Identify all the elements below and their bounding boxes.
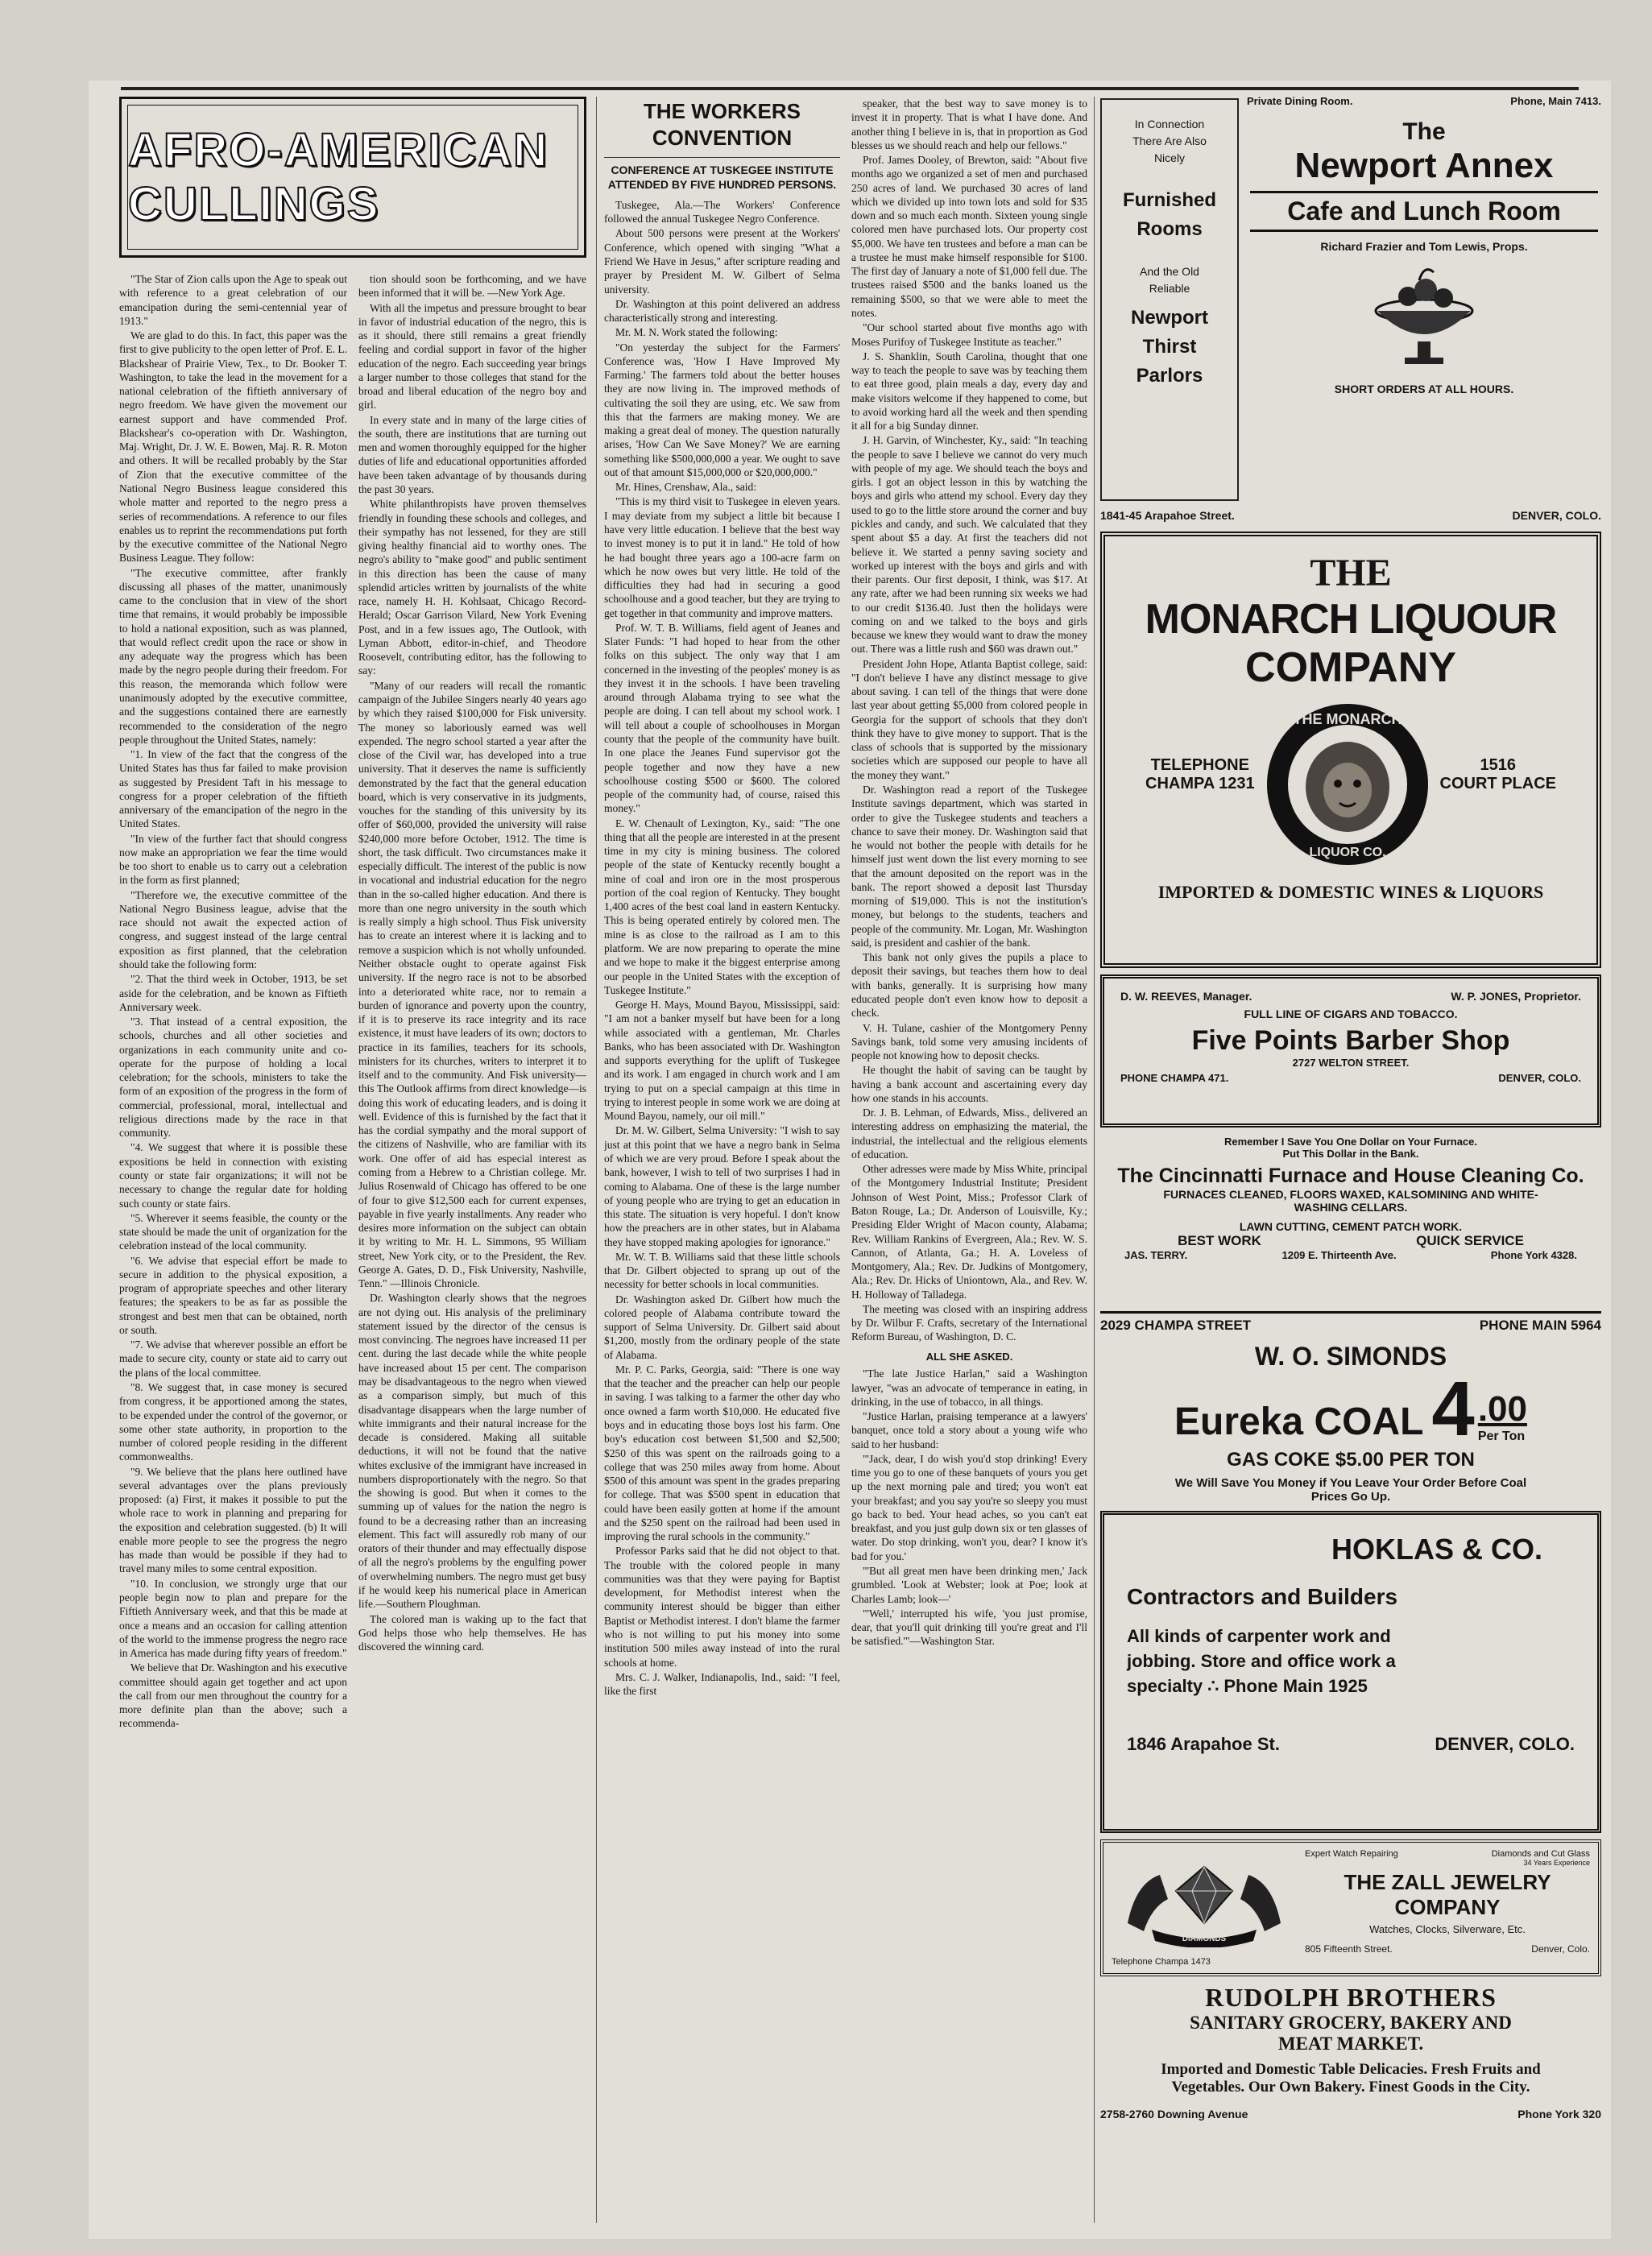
paragraph: The colored man is waking up to the fact that God helps those who help themselves. He has discovered the winning card. <box>358 1612 586 1653</box>
furnished-rooms-ad: In Connection There Are Also Nicely Furnished Rooms And the Old Reliable Newport Thirst Parlors <box>1100 98 1239 501</box>
convention-col-right <box>851 97 1087 1698</box>
paragraph: President John Hope, Atlanta Baptist college, said: "I don't believe I have any distinct message to give about saving. I can tell of the things that were done last year about getting $5,000 from colored people in Georgia for the support of schools that they don't think they have to give money to support. That is the class of schools that is supported by the missionary societies which are supposed our people to have all the money they want." <box>851 657 1087 781</box>
paragraph: Dr. Washington at this point delivered an address characteristically strong and interesting. <box>604 297 840 325</box>
paragraph: "Therefore we, the executive committee of the National Negro Business league, advise that the race should not await the expected action of congress, and suggest instead of the large central exposition as first planned, that the celebration should take the following form: <box>119 888 347 971</box>
paragraph: tion should soon be forthcoming, and we have been informed that it will be. —New York Age. <box>358 273 586 300</box>
paragraph: "The late Justice Harlan," said a Washington lawyer, "was an advocate of temperance in eating, in drinking, in the use of tobacco, in all things. <box>851 1367 1087 1408</box>
paragraph: Tuskegee, Ala.—The Workers' Conference followed the annual Tuskegee Negro Conference. <box>604 198 840 226</box>
paragraph: J. H. Garvin, of Winchester, Ky., said: "In teaching the people to save I believe we cannot do very much with people of my age. We should teach the boys and girls. I got an object lesson in this by watching the boys and girls who attend my school. Every day they used to go to the little store around the corner and buy pickles and candy, and such. We calculated that they spent about $5 a day. At first the teachers did not believe it. We started a penny saving society and worked up interest with the boys and girls and with their parents. Our first deposit, I think, was $17. At any rate, after we had been running six weeks we had to our credit $136.40. Just then the holidays were coming on and we talked to the boys and girls because we knew they would want to draw the money out. There was a little rush and $60 was drawn out." <box>851 434 1087 656</box>
svg-text:THE MONARCH: THE MONARCH <box>1293 711 1402 727</box>
top-rule <box>121 87 1579 90</box>
cullings-text <box>119 272 586 1732</box>
rudolph-brothers-ad: RUDOLPH BROTHERS SANITARY GROCERY, BAKERY AND MEAT MARKET. Imported and Domestic Table Delicacies. Fresh Fruits and Vegetables. Our Own Bakery. Finest Goods in the City. 2758-2760 Downing Avenue Phone York 320 <box>1100 1983 1601 2121</box>
paragraph: "'But all great men have been drinking men,' Jack grumbled. 'Look at Webster; look at Poe; look at Charles Lamb; look—' <box>851 1564 1087 1605</box>
paragraph: This bank not only gives the pupils a place to deposit their savings, but teaches them how to deal with banks, generally. It is surprising how many educated people don't even know how to deposit a check. <box>851 951 1087 1020</box>
paragraph: "Justice Harlan, praising temperance at a lawyers' banquet, once told a story about a young wife who said to her husband: <box>851 1410 1087 1450</box>
paragraph: "8. We suggest that, in case money is secured from congress, it be apportioned among the states, to be expended under the control of the governor, or some other state authority, in proportion to the number of colored people residing in the different commonwealths. <box>119 1380 347 1463</box>
masthead-title: AFRO-AMERICAN CULLINGS <box>128 124 549 230</box>
newspaper-page <box>89 81 1611 2239</box>
paragraph: Prof. W. T. B. Williams, field agent of Jeanes and Slater Funds: "I had hoped to hear from the other folks on this subject. The only way that I am concerned in the investing of the peoples' money is as they invest it in the schools. I have been traveling around through Alabama trying to see what the people are doing. I can tell about my school work. I will tell about a couple of schoolhouses in Morgan county that the people of the community have built. In one place the Jeanes Fund supervisor got the people together and now they have a new schoolhouse costing $500 or $600. The colored people of the community had, of course, raised this money." <box>604 621 840 815</box>
paragraph: "Our school started about five months ago with Moses Purifoy of Tuskegee Institute as teacher." <box>851 321 1087 348</box>
paragraph: Dr. Washington clearly shows that the negroes are not dying out. His analysis of the preliminary statement issued by the director of the census is most convincing. The negroes have increased 11 per cent. during the last decade while the white people have increased about 15 per cent. The comparison may be disadvantageous to the negro when viewed as a comparison simply, but much of this disadvantage disappears when the large number of white immigrants and their natural increase for the decade is considered. Making all suitable deductions, it will not be found that the native whites exclusive of the immigrant have increased in numbers disproportionately with the negro. So that the showing is good. But when it comes to the summing up of values for the nation the negro is found to be a decreasing rather than an increasing element. This fact will assuredly rob many of our orators of their thunder and may effectually dispose of all the negro's problems by the engulfing power of overwhelming numbers. The negro must get busy if he would keep his numerical place in American life.—Southern Ploughman. <box>358 1292 586 1611</box>
paragraph: "The executive committee, after frankly discussing all phases of the matter, unanimously came to the conclusion that in view of the short time that remains, it would probably be impossible to hold a national exposition, such as was planned, that would reflect credit upon the race or show in any adequate way the progress which has been made by the negro people during their freedom. For this reason, the memoranda which follow were unanimously adopted by the executive committee, and the suggestions contained there are earnestly recommended to the consideration of the negro people throughout the United States, namely: <box>119 566 347 746</box>
svg-text:DIAMONDS: DIAMONDS <box>1182 1934 1227 1943</box>
paragraph: We are glad to do this. In fact, this paper was the first to give publicity to the open letter of Prof. E. L. Blackshear of Prairie View, Tex., to Dr. Booker T. Washington, to take the lead in the movement for a national celebration of the fiftieth anniversary of negro freedom. We have given the movement our earnest support and have commended Prof. Blackshear's co-operation with Dr. Washington, Maj. Wright, Dr. J. W. E. Bowen, Maj. R. R. Moton and others. It will be recalled probably by the Star of Zion that the executive committee of the National Negro Business league considered this whole matter and reported to the negro press a series of recommendations. A reference to our files enables us to reprint the recommendations put forth by the executive committee of the National Negro Business League. They follow: <box>119 329 347 565</box>
paragraph: V. H. Tulane, cashier of the Montgomery Penny Savings bank, told some very amusing incidents of people not knowing how to deposit checks. <box>851 1021 1087 1062</box>
paragraph: Other adresses were made by Miss White, principal of the Montgomery Industrial Institute; President Johnson of West Point, Miss.; Professor Clark of Baton Rouge, La.; Dr. Anderson of Louisville, Ky.; Presiding Elder Wright of Macon county, Alabama; Rev. William Rankins of Evergreen, Ala.; Rev. W. S. Cannon, of Atlanta, Ga.; H. A. Loveless of Montgomery, Ala.; Rev. Dr. Judkins of Montgomery, Ala.; Rev. Dr. Hicks of Uniontown, Ala., and Rev. W. H. Holloway of Talladega. <box>851 1163 1087 1301</box>
paragraph: "9. We believe that the plans here outlined have several advantages over the plans previously proposed: (a) First, it makes it possible to put the whole race to work in planning and preparing for the exposition and celebration suggested. (b) It will enable more people to see the progress the negro has made than would be possible if they had to travel many miles to some central exposition. <box>119 1465 347 1575</box>
cullings-subcol-left <box>119 272 347 1732</box>
convention-subhead: CONFERENCE AT TUSKEGEE INSTITUTE ATTENDED BY FIVE HUNDRED PERSONS. <box>604 157 840 192</box>
paragraph: Mr. P. C. Parks, Georgia, said: "There is one way that the teacher and the preacher can help our people in saving. I was talking to a farmer the other day who once owned a farm worth $10,000. He educated five boys and in educating those boys lost his farm. One boy's education cost between $1,500 and $2,500; $250 of this was spent on the railroads going to a college that was 250 miles away from home. About $500 of this amount was spent in the grades preparing for college. That was $500 spent in education that could have been easily gotten at home if the amount and the $250 spent on the railroad had been used in improving the rural schools in the community." <box>604 1363 840 1543</box>
paragraph: George H. Mays, Mound Bayou, Mississippi, said: "I am not a banker myself but have been for a long while associated with a gentleman, Mr. Charles Banks, who has been associated with Dr. Washington and supports everything for the uplift of Tuskegee and its work. I am engaged in church work and I am trying to put on a special campaign at this time in trying to interest people in some work we are doing at Mound Bayou, namely, our oil mill." <box>604 999 840 1123</box>
paragraph: "7. We advise that wherever possible an effort be made to secure city, county or state aid to carry out the plans of the local committee. <box>119 1339 347 1379</box>
newport-annex-ad: Private Dining Room. Phone, Main 7413. The Newport Annex Cafe and Lunch Room Richard Frazier and Tom Lewis, Props. SHORT ORDERS AT ALL HOURS. <box>1247 95 1601 395</box>
paragraph: Dr. M. W. Gilbert, Selma University: "I wish to say just at this point that we have a negro bank in Selma of which we are very proud. Before I speak about the bank, however, I wish to tell of two surprises I had in coming to Alabama. One of these is the large number of young people who are trying to get an education in this state. The situation is very hopeful. I don't know how the preachers are in other states, but in Alabama they have stopped making apologies for ignorance." <box>604 1124 840 1248</box>
paragraph: In every state and in many of the large cities of the south, there are institutions that are turning out men and women thoroughly equipped for the higher duties of life and educational opportunities afforded have been taken advantage of by thousands during the past 30 years. <box>358 413 586 495</box>
furnace-ad: Remember I Save You One Dollar on Your Furnace. Put This Dollar in the Bank. The Cincinnatti Furnace and House Cleaning Co. FURNACES CLEANED, FLOORS WAXED, KALSOMINING AND WHITE- WASHING CELLARS. LAWN CUTTING, CEMENT PATCH WORK. BEST WORK QUICK SERVICE JAS. TERRY. 1209 E. Thirteenth Ave. Phone York 4328. <box>1117 1136 1584 1261</box>
paragraph: "'Jack, dear, I do wish you'd stop drinking! Every time you go to one of these banquets of yours you get up the next morning pale and tired; you won't eat your breakfast; and you say you're so sleepy you must go back to bed. Your head aches, so you can't eat breakfast, and you just gulp down six or ten glasses of water. Do stop drinking, won't you, dear? I know it's bad for you.' <box>851 1452 1087 1562</box>
paragraph: "10. In conclusion, we strongly urge that our people begin now to plan and prepare for the Fiftieth Anniversary week, and that this be made at once a means and an occasion for calling attention of the world to the immense progress the negro race in America has made during fifty years of freedom." <box>119 1577 347 1660</box>
paragraph: "6. We advise that especial effort be made to secure in addition to the physical exposition, a program of appropriate speeches and other literary features; the speakers to be as far as possible the strongest and best men that can be obtained, north or south. <box>119 1254 347 1336</box>
paragraph: We believe that Dr. Washington and his executive committee should again get together and act upon the call from our men throughout the country for a more definite plan than the above; such a recommenda- <box>119 1661 347 1730</box>
hoklas-ad: HOKLAS & CO. Contractors and Builders All kinds of carpenter work and jobbing. Store and office work a specialty ∴ Phone Main 1925 1846 Arapahoe St. DENVER, COLO. <box>1100 1511 1601 1833</box>
convention-headline: THE WORKERS CONVENTION <box>644 99 801 151</box>
ad-divider <box>1100 1311 1601 1314</box>
paragraph: "In view of the further fact that should congress now make an appropriation we fear the time would be too short to enable us to carry out a celebration in the form as first planned; <box>119 832 347 887</box>
all-she-asked-headline: ALL SHE ASKED. <box>925 1350 1013 1363</box>
paragraph: Mr. M. N. Work stated the following: <box>615 326 778 339</box>
paragraph: "Many of our readers will recall the romantic campaign of the Jubilee Singers nearly 40 years ago by which they raised $100,000 for Fisk university. The money so laboriously earned was well expended. The negro school started a year after the close of the Civil war, has developed into a true university. That it deserves the name is sufficiently demonstrated by the fact that the general education board, which is very conservative in its judgments, vouches for the standing of this university by its offer of $60,000, provided the university will raise $240,000 more before October, 1912. The time is short, the task difficult. Two circumstances make it especially difficult. The interest of the public is now in vocational and industrial education for the negro than in the so-called higher education. And there is more than one negro university in the south which is really simply a high school. Thus Fisk university has to create an interest where it is lacking and to remove a suspicion which is not wholly unfounded. Neither obstacle ought to operate against Fisk university. If the negro race is not to be absorbed into a deteriorated white race, nor to remain a burden of ignorance and poverty upon the country, if it is to preserve its race integrity and its race existence, it must have leaders of its own; doctors to practice in its families, teachers for its schools, ministers for its churches, writers to interpret it to itself and to the community. And Fisk university—this The Outlook affirms from direct knowledge—is doing this work of educating leaders, and is doing it well. Evidence of this is furnished by the fact that it has the cordial sympathy and the moral support of the citizens of Nashville, who are familiar with its work. One offer of aid has especial interest as coming from a Hebrew to a Christian college. Mr. Julius Rosenwald of Chicago has offered to be one of four to give $12,500 each for current expenses, payable in five yearly installments. Any reader who desires more information on the subject can obtain it by writing to Mr. H. L. Simmons, 95 William street, New York city, or to the President, the Rev. George A. Gates, D. D., Fisk University, Nashville, Tenn." —Illinois Chronicle. <box>358 679 586 1290</box>
paragraph: White philanthropists have proven themselves friendly in founding these schools and colleges, and their sympathy has not lessened, for they are still giving healthy financial aid to worthy ones. The negro's ability to "make good" and public sentiment in this direction has been the cause of many splendid articles written by journalists of the white race, namely H. H. Kohlsaat, Chicago Record-Herald; Oscar Garrison Vilard, New York Evening Post, and in a few issues ago, The Outlook, with Lyman Abbott, editor-in-chief, and Theodore Roosevelt, contributing editor, has the following to say: <box>358 498 586 677</box>
paragraph: The meeting was closed with an inspiring address by Dr. Wilbur F. Crafts, secretary of the International Reform Bureau, of Washington, D. C. <box>851 1302 1087 1343</box>
column-rule <box>1094 97 1095 2223</box>
diamond-lions-crest-icon <box>1112 1851 1297 1947</box>
paragraph: Dr. J. B. Lehman, of Edwards, Miss., delivered an interesting address on emphasizing the material, the industrial, the intellectual and the religious elements of education. <box>851 1107 1087 1161</box>
paragraph: Dr. Washington read a report of the Tuskegee Institute savings department, which was started in order to give the Tuskegee students and teachers a chance to save their money. Dr. Washington said that he would not bother the people with details for he himself just went down the list every morning to see that the amount deposited on the report was in the bank. The report showed a deposit last Thursday morning of $19,000. This is not the institution's money, but belongs to the students, teachers and people of the community. Mr. Logan, Mr. Washington said, is president and cashier of the bank. <box>851 784 1087 949</box>
paragraph: He thought the habit of saving can be taught by having a bank account and ascertaining every day how one stands in his accounts. <box>851 1064 1087 1104</box>
convention-article <box>604 97 1087 2223</box>
newport-address-line: 1841-45 Arapahoe Street. DENVER, COLO. <box>1100 509 1601 522</box>
paragraph: Professor Parks said that he did not object to that. The trouble with the colored people in many communities was that they were paying for Baptist development, for Methodist interest when the community interest should be bigger than either Baptist or Methodist interest. I don't blame the farmer who is not willing to put his money into some institution 500 miles away instead of into the rural schools at home. <box>604 1545 840 1669</box>
svg-text:LIQUOR CO.: LIQUOR CO. <box>1309 846 1386 859</box>
paragraph: "5. Wherever it seems feasible, the county or the state should be made the unit of organization for the celebration instead of the local community. <box>119 1211 347 1252</box>
paragraph: With all the impetus and pressure brought to bear in favor of industrial education of the negro, this is as it should, there still remains a great friendly feeling and cordial support in favor of the higher education of the negro. Each succeeding year brings a larger number to those colleges that stand for the broad and liberal education of the negro boy and girl. <box>358 301 586 412</box>
paragraph: "4. We suggest that where it is possible these expositions be held in connection with existing county or state fair organizations; it will not be necessary to change the regular date for holding such county or state fairs. <box>119 1141 347 1210</box>
paragraph: "On yesterday the subject for the Farmers' Conference was, 'How I Have Improved My Farming.' The farmers told about the better houses they are now living in. The improved methods of cultivating the soil they are using, etc. We saw from this that the farmers are making money. We are making a great deal of money. The question naturally arises, 'How Can We Save Money?' We are earning something like $500,000,000 a year. We ought to save out of that amount $15,000,000 or $20,000,000." <box>604 341 840 478</box>
paragraph: Dr. Washington asked Dr. Gilbert how much the colored people of Alabama contribute toward the support of Selma University. Dr. Gilbert said about $1,200, mostly from the ordinary people of the state of Alabama. <box>604 1293 840 1361</box>
paragraph: "The Star of Zion calls upon the Age to speak out with reference to a great celebration of our emancipation during the semi-centennial year of 1913." <box>119 273 347 327</box>
paragraph: Mr. Hines, Crenshaw, Ala., said: <box>615 481 756 494</box>
lion-seal-icon <box>1263 700 1432 869</box>
convention-col-left <box>604 97 840 1698</box>
paragraph: speaker, that the best way to save money is to invest it in property. That is what I have done. And another thing I believe in is, that in proportion as God blesses us we should reach and help our fellows." <box>851 97 1087 151</box>
paragraph: Mrs. C. J. Walker, Indianapolis, Ind., said: "I feel, like the first <box>604 1670 840 1698</box>
paragraph: "3. That instead of a central exposition, the schools, churches and all other societies and organizations in each community unite and co-operate for the purpose of holding a local celebration; for the schools, ministers to take the form of an exposition of the progress in the form of commercial, professional, moral, intellectual and religious directions made by the race in that community. <box>119 1016 347 1140</box>
cullings-subcol-right <box>358 272 586 1732</box>
paragraph: About 500 persons were present at the Workers' Conference, which opened with singing "What a Friend We Have in Jesus," after scripture reading and prayer by President M. W. Gilbert of Selma university. <box>604 227 840 296</box>
column-rule <box>596 97 597 2223</box>
barber-shop-ad: D. W. REEVES, Manager. W. P. JONES, Proprietor. FULL LINE OF CIGARS AND TOBACCO. Five Points Barber Shop 2727 WELTON STREET. PHONE CHAMPA 471. DENVER, COLO. <box>1100 974 1601 1128</box>
paragraph: "1. In view of the fact that the congress of the United States has thus far failed to make provision as suggested by President Taft in his message to congress for a proper celebration of the fiftieth anniversary of the emancipation of the negro in the United States. <box>119 748 347 830</box>
fruit-bowl-icon <box>1360 261 1488 374</box>
paragraph: Mr. W. T. B. Williams said that these little schools that Dr. Gilbert objected to sprang up out of the necessity for better schools in local communities. <box>604 1250 840 1291</box>
paragraph: "'Well,' interrupted his wife, 'you just promise, dear, that you'll quit drinking till you're great and I'll be satisfied.'"—Washington Star. <box>851 1607 1087 1648</box>
paragraph: Prof. James Dooley, of Brewton, said: "About five months ago we organized a set of men and purchased 250 acres of land. We purchased 30 acres of land which we divided up into town lots and sold for $35 down and so much each month. Sixteen young single colored men have purchased lots. Our property cost $5,000. We have ten trustees and before a man can be a trustee he must make himself responsible for $100. The first day of January a note of $1,000 fell due. The trustees raised $500 and the banks loaned us the remaining $500, so that we were able to meet the notes. <box>851 154 1087 319</box>
paragraph: J. S. Shanklin, South Carolina, thought that one way to teach the people to save was by teaching them to eat three good, plain meals a day, every day and make visitors welcome if they happened to come, but to avoid working hard all the week and then spending it all for a big Sunday dinner. <box>851 350 1087 432</box>
masthead-box <box>119 97 586 258</box>
paragraph: "2. That the third week in October, 1913, be set aside for the celebration, and be known as Fiftieth Anniversary week. <box>119 973 347 1013</box>
paragraph: "This is my third visit to Tuskegee in eleven years. I may deviate from my subject a little bit because I have very little education. I believe that the best way to invest money is to put it in land." He told of how he had bought three years ago a 100-acre farm on which he now owes but very little. He told of the difficulties they had had in securing a good schoolhouse and a good teacher, but they are trying to get together in that community and improve matters. <box>604 495 840 619</box>
zall-jewelry-ad: DIAMONDS Telephone Champa 1473 Expert Watch Repairing Diamonds and Cut Glass 34 Years Experience THE ZALL JEWELRY COMPANY Watches, Clocks, Silverware, Etc. 805 Fifteenth Street. Denver, Colo. <box>1100 1839 1601 1976</box>
eureka-coal-ad: 2029 CHAMPA STREET PHONE MAIN 5964 W. O. SIMONDS Eureka COAL 4 .00 Per Ton GAS COKE $5.00 PER TON We Will Save You Money if You Leave Your Order Before Coal Prices Go Up. <box>1100 1318 1601 1504</box>
cullings-column <box>119 97 586 2223</box>
paragraph: E. W. Chenault of Lexington, Ky., said: "The one thing that all the people are interested in at the present time in my city is mining business. The colored people of the state of Kentucky recently bought a mine of coal and iron ore in the most prosperous portion of the coal region of Kentucky. They bought 1,400 acres of the best coal land in eastern Kentucky. This is being operated entirely by colored men. The mine is as close to the railroad as I am to this platform. We are now preparing to operate the mine and we hope to make it the biggest enterprise among our people in the United States with the exception of Tuskegee Institute." <box>604 817 840 996</box>
monarch-liquour-ad: THE MONARCH LIQUOUR COMPANY TELEPHONE CHAMPA 1231 THE MONARCH LIQUOR CO. 1516 COURT PLACE IMPORTED & DOMESTIC WINES & LIQUORS <box>1100 532 1601 968</box>
